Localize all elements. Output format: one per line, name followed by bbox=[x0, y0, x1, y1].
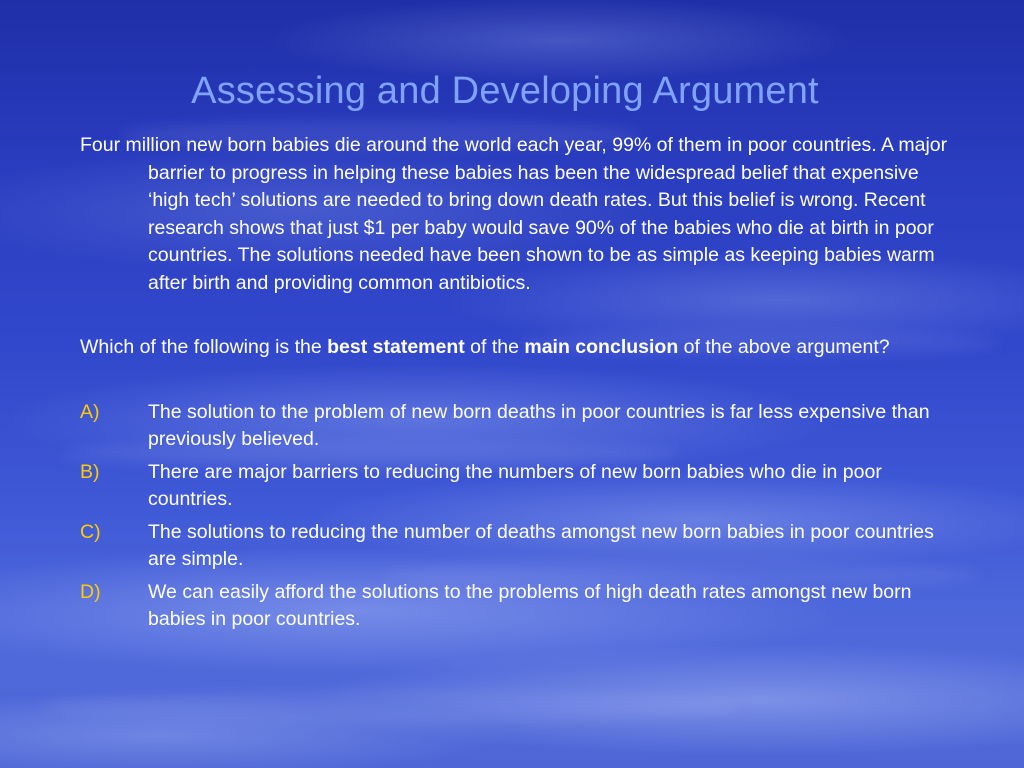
option-text: There are major barriers to reducing the numbers of new born babies who die in poor countries. bbox=[148, 460, 882, 510]
question-text bbox=[80, 334, 950, 362]
slide-body bbox=[80, 132, 950, 634]
cloud-streak bbox=[40, 690, 740, 724]
slide-title: Assessing and Developing Argument bbox=[191, 70, 819, 112]
option-text: The solutions to reducing the number of deaths amongst new born babies in poor countries are simple. bbox=[148, 520, 934, 570]
question-part-3: of the above argument? bbox=[678, 336, 890, 358]
option-letter: C) bbox=[80, 520, 101, 543]
option-letter: A) bbox=[80, 400, 100, 423]
argument-passage: Four million new born babies die around the world each year, 99% of them in poor countries. A major barrier to progress in helping these babies has been the widespread belief that expensive ‘high tech’ solutions are needed to bring down death rates. But this belief is wrong. Recent research shows that just $1 per baby would save 90% of the babies who die at birth in poor countries. The solutions needed have been shown to be as simple as keeping babies warm after birth and providing common antibiotics. bbox=[80, 134, 948, 294]
option-letter: D) bbox=[80, 580, 101, 603]
option-text: The solution to the problem of new born deaths in poor countries is far less expensive than previously believed. bbox=[148, 400, 930, 450]
question-part-1: Which of the following is the bbox=[80, 336, 328, 358]
question-emphasis-2: main conclusion bbox=[524, 336, 679, 358]
answer-options bbox=[80, 399, 950, 634]
answer-option-c bbox=[80, 519, 950, 574]
option-letter: B) bbox=[80, 460, 100, 483]
answer-option-a bbox=[80, 399, 950, 454]
answer-option-d bbox=[80, 579, 950, 634]
question-part-2: of the bbox=[464, 336, 525, 358]
answer-option-b bbox=[80, 459, 950, 514]
question-emphasis-1: best statement bbox=[327, 336, 465, 358]
option-text: We can easily afford the solutions to the problems of high death rates amongst new born babies in poor countries. bbox=[148, 580, 912, 630]
